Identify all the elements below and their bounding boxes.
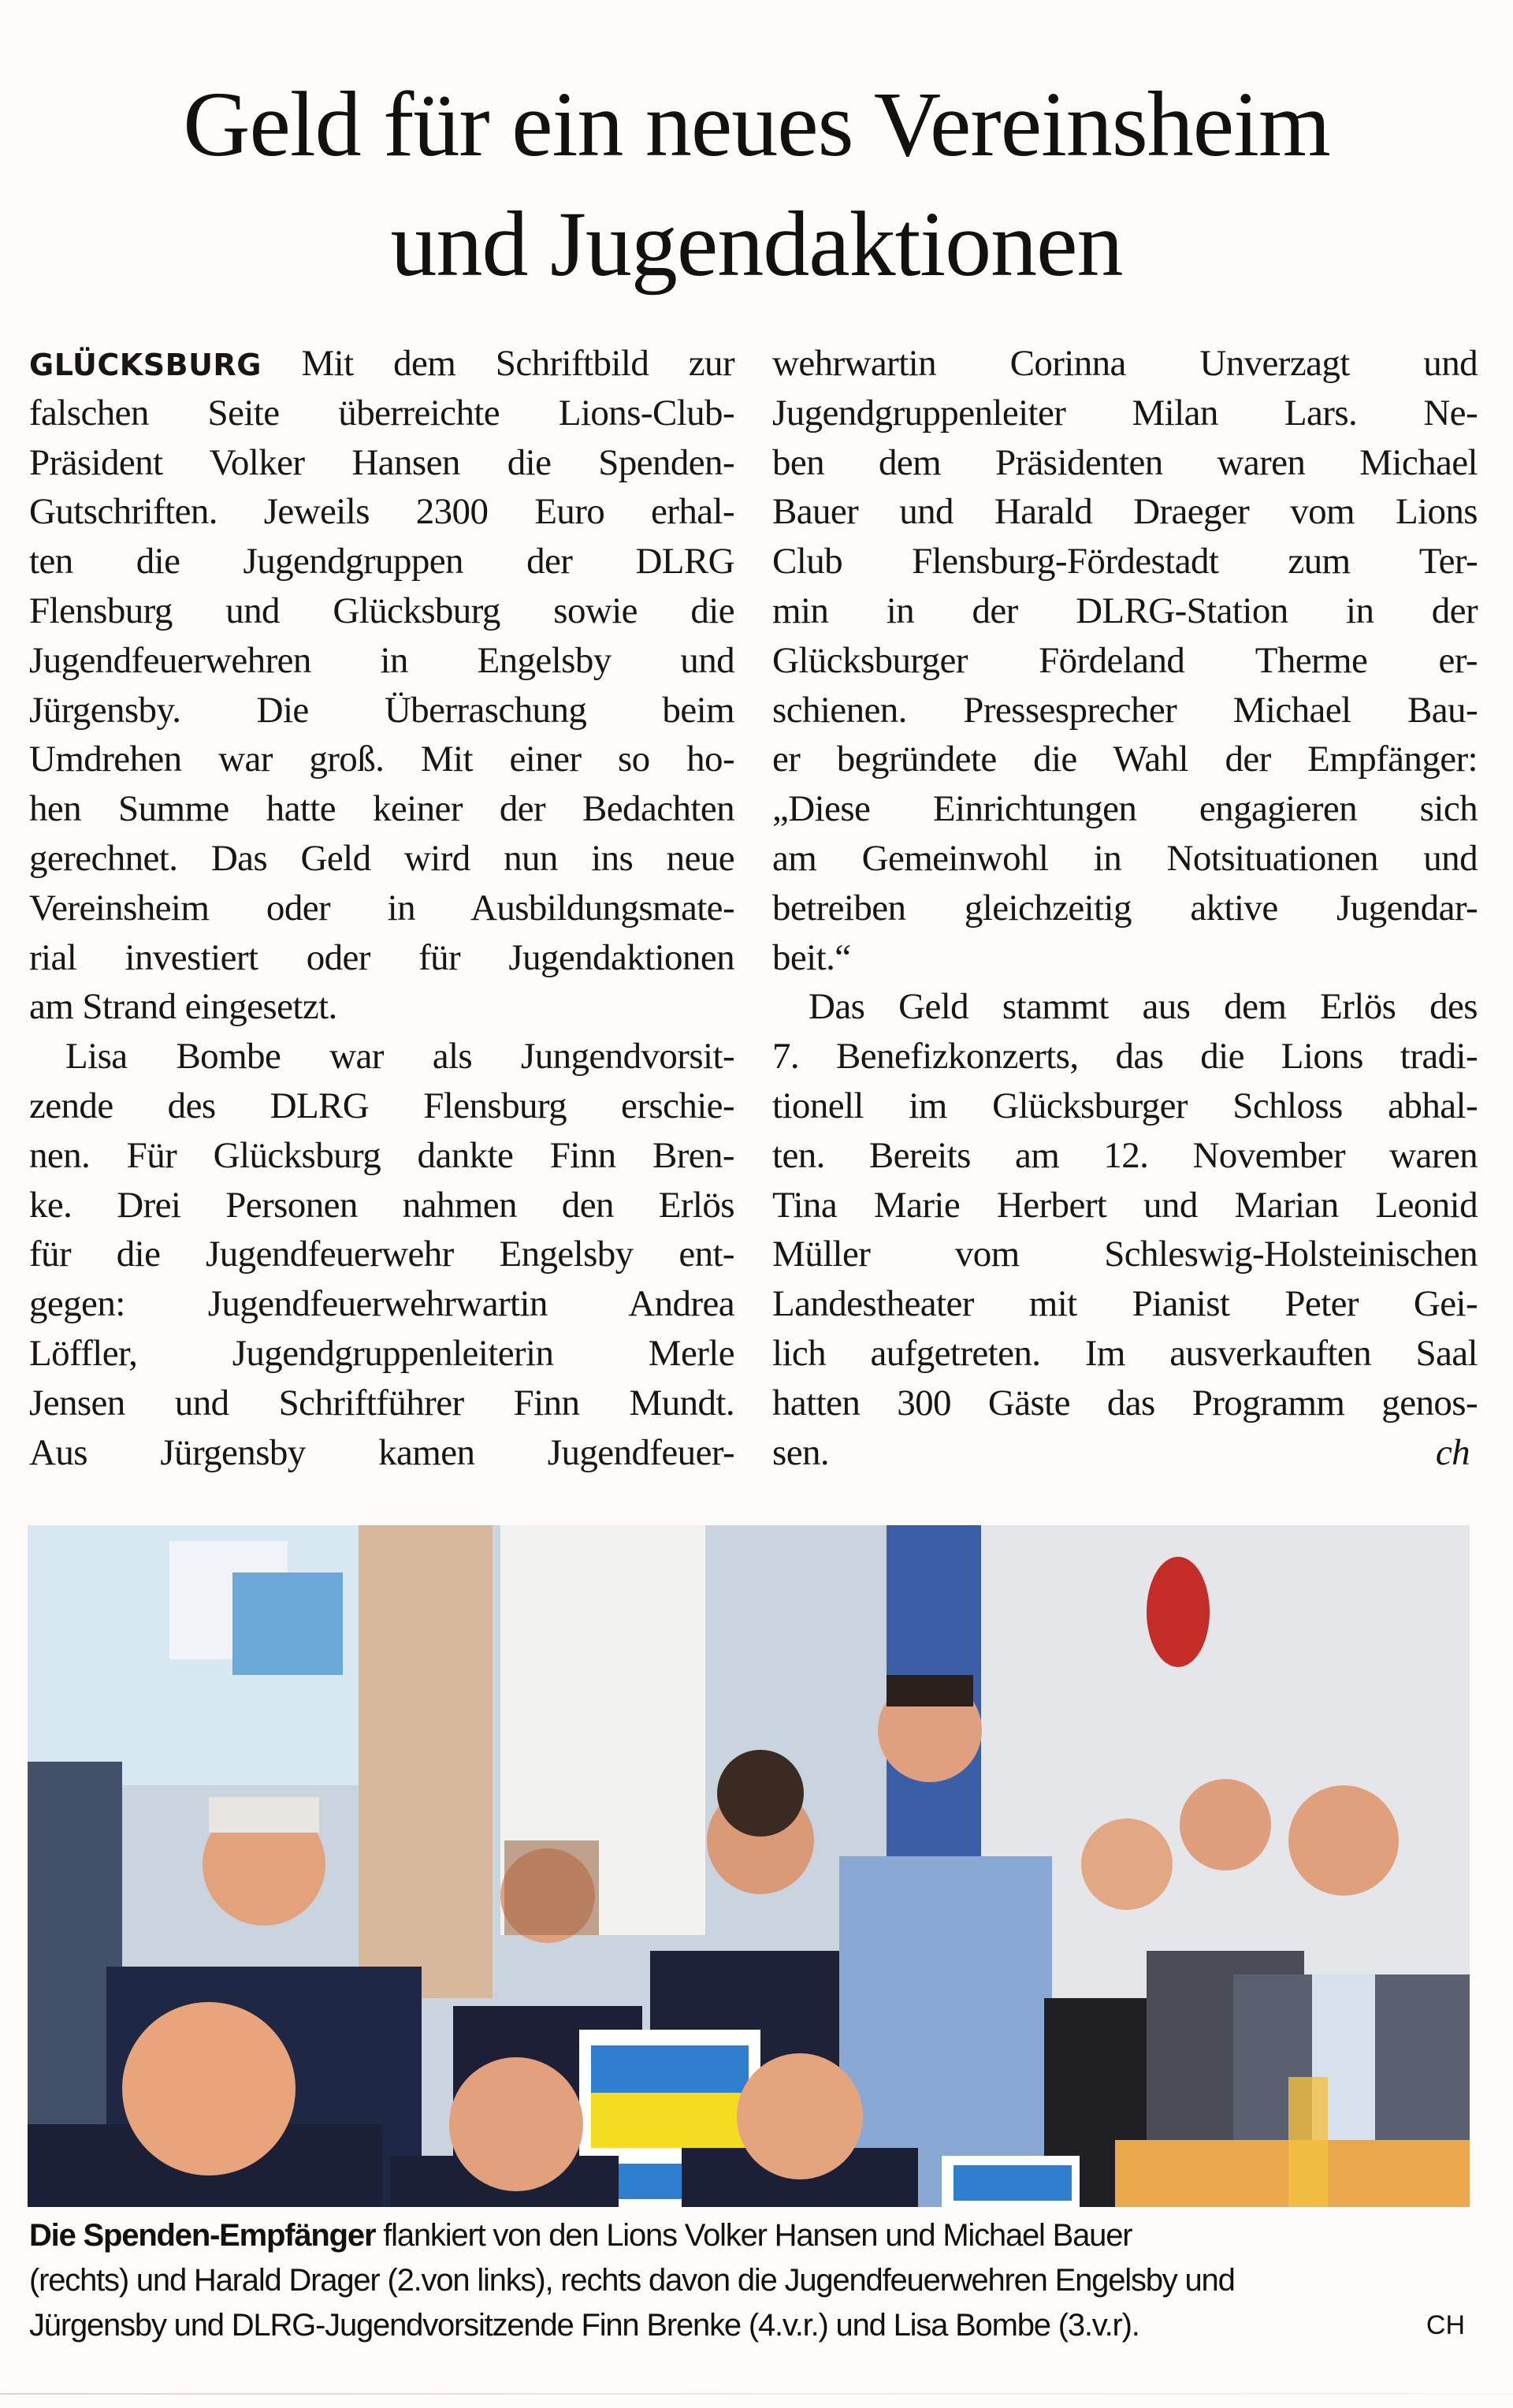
dateline: GLÜCKSBURG (29, 348, 262, 382)
author-initials: ch (1435, 1431, 1470, 1473)
body-line-final: sen. ch (772, 1428, 1478, 1478)
body-line: Tina Marie Herbert und Marian Leonid (772, 1184, 1478, 1226)
scan-edge (0, 2393, 1513, 2395)
headline-line-1: Geld für ein neues Vereinsheim (183, 73, 1330, 176)
body-line: Aus Jürgensby kamen Jugendfeuer- (29, 1431, 734, 1473)
body-line: beit.“ (772, 936, 851, 978)
body-line: ten. Bereits am 12. November waren (772, 1134, 1478, 1176)
body-line: tionell im Glücksburger Schloss abhal- (772, 1085, 1478, 1126)
body-line: am Strand eingesetzt. (29, 986, 337, 1028)
body-line: Vereinsheim oder in Ausbildungsmate- (29, 887, 734, 929)
body-line: gegen: Jugendfeuerwehrwartin Andrea (29, 1283, 734, 1325)
body-line: für die Jugendfeuerwehr Engelsby ent- (29, 1234, 734, 1275)
body-line: Müller vom Schleswig-Holsteinischen (772, 1234, 1478, 1275)
poster-blue (232, 1572, 343, 1675)
caption-line-3: Jürgensby und DLRG-Jugendvorsitzende Finn Brenke (4.v.r.) und Lisa Bombe (3.v.r). CH (29, 2303, 1471, 2348)
group-photo (28, 1525, 1470, 2207)
body-line: Jugendfeuerwehren in Engelsby und (29, 639, 734, 681)
body-line: 7. Benefizkonzerts, das die Lions tradi- (772, 1036, 1478, 1077)
body-line: GLÜCKSBURG Mit dem Schriftbild zur (29, 343, 734, 384)
body-line: Lisa Bombe war als Jungendvorsit- (65, 1036, 734, 1077)
body-line: ten die Jugendgruppen der DLRG (29, 541, 734, 582)
body-line: wehrwartin Corinna Unverzagt und (772, 343, 1478, 384)
door-frame (359, 1525, 493, 1998)
body-line: Club Flensburg-Fördestadt zum Ter- (772, 541, 1478, 582)
body-line: falschen Seite überreichte Lions-Club- (29, 392, 734, 434)
body-line: hatten 300 Gäste das Programm genos- (772, 1382, 1478, 1424)
body-line: Jürgensby. Die Überraschung beim (29, 689, 734, 731)
photo-caption (29, 2213, 1471, 2348)
bottle (1288, 2077, 1328, 2207)
body-line: hen Summe hatte keiner der Bedachten (29, 788, 734, 830)
article-column-right (772, 339, 1478, 1477)
cheque-middle (942, 2156, 1080, 2207)
body-line: Flensburg und Glücksburg sowie die (29, 590, 734, 631)
body-line: Jensen und Schriftführer Finn Mundt. (29, 1382, 734, 1424)
body-line: „Diese Einrichtungen engagieren sich (772, 788, 1478, 830)
body-line: Das Geld stammt aus dem Erlös des (809, 986, 1478, 1028)
body-line: ben dem Präsidenten waren Michael (772, 441, 1478, 483)
headline (0, 65, 1513, 304)
body-line: nen. Für Glücksburg dankte Finn Bren- (29, 1134, 734, 1176)
body-line: Gutschriften. Jeweils 2300 Euro erhal- (29, 491, 734, 533)
body-line: zende des DLRG Flensburg erschie- (29, 1085, 734, 1126)
caption-line-2: (rechts) und Harald Drager (2.von links), rechts davon die Jugendfeuerwehren Engelsby und (29, 2263, 1235, 2298)
body-line: betreiben gleichzeitig aktive Jugendar- (772, 887, 1478, 929)
body-line: Löffler, Jugendgruppenleiterin Merle (29, 1332, 734, 1374)
body-line: lich aufgetreten. Im ausverkauften Saal (772, 1332, 1478, 1374)
body-line: gerechnet. Das Geld wird nun ins neue (29, 837, 734, 879)
body-line: Umdrehen war groß. Mit einer so ho- (29, 739, 734, 780)
body-line: min in der DLRG-Station in der (772, 590, 1478, 631)
body-line: Glücksburger Fördeland Therme er- (772, 639, 1478, 681)
body-line: Präsident Volker Hansen die Spenden- (29, 441, 734, 483)
body-line: Jugendgruppenleiter Milan Lars. Ne- (772, 392, 1478, 434)
body-line: ke. Drei Personen nahmen den Erlös (29, 1184, 734, 1226)
article-column-left (29, 339, 734, 1477)
headline-line-2: und Jugendaktionen (390, 192, 1123, 296)
group-photo-illustration (28, 1525, 1470, 2207)
body-line: rial investiert oder für Jugendaktionen (29, 936, 734, 978)
body-line: am Gemeinwohl in Notsituationen und (772, 837, 1478, 879)
caption-lead: Die Spenden-Empfänger (29, 2218, 376, 2253)
photo-credit: CH (1426, 2310, 1465, 2340)
body-line: er begründete die Wahl der Empfänger: (772, 739, 1478, 780)
red-figure (1147, 1557, 1210, 1667)
caption-line-1: Die Spenden-Empfänger flankiert von den Lions Volker Hansen und Michael Bauer (29, 2218, 1132, 2253)
body-line: Bauer und Harald Draeger vom Lions (772, 491, 1478, 533)
body-line: schienen. Pressesprecher Michael Bau- (772, 689, 1478, 731)
body-line: Landestheater mit Pianist Peter Gei- (772, 1283, 1478, 1325)
